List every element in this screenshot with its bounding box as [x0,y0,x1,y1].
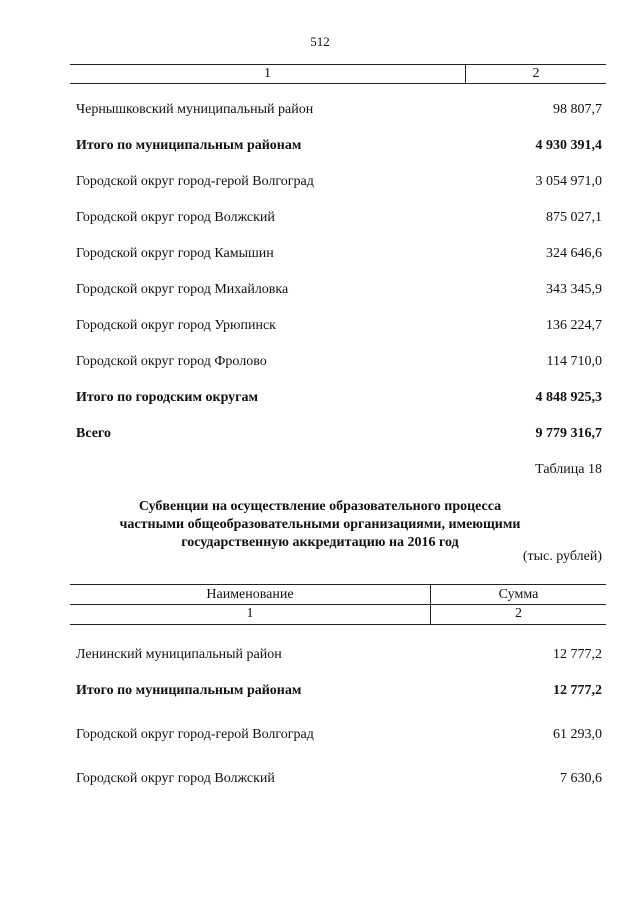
table-caption: Таблица 18 [535,462,602,477]
table-row-value: 12 777,2 [553,647,602,662]
table-row-value: 7 630,6 [560,771,602,786]
table-row-value: 136 224,7 [546,318,602,333]
table2-col2-number: 2 [515,606,522,621]
table-row-label: Городской округ город Волжский [76,771,275,786]
table2-header-bottom-border [70,624,606,625]
table-title-line-1: Субвенции на осуществление образовательного процесса [138,499,502,514]
table-row-value: 4 930 391,4 [535,138,602,153]
table1-header-bottom-border [70,83,606,84]
table-row-label: Городской округ город Волжский [76,210,275,225]
table-row-value: 61 293,0 [553,727,602,742]
table2-header-sum: Сумма [498,587,539,602]
table1-header-top-border [70,64,606,65]
table-row-value: 875 027,1 [546,210,602,225]
table-row-value: 324 646,6 [546,246,602,261]
table-row-label: Городской округ город Урюпинск [76,318,276,333]
table-row-label: Итого по муниципальным районам [76,138,302,153]
table-title-line-2: частными общеобразовательными организациями, имеющими [119,517,521,532]
table-row-value: 343 345,9 [546,282,602,297]
table-row-label: Городской округ город Фролово [76,354,267,369]
table1-col1-number: 1 [264,66,271,81]
table-title-line-3: государственную аккредитацию на 2016 год [181,535,459,550]
table-row-value: 98 807,7 [553,102,602,117]
table-row-value: 9 779 316,7 [535,426,602,441]
table-row-value: 12 777,2 [553,683,602,698]
table-row-label: Итого по городским округам [76,390,259,405]
table-row-label: Всего [76,426,111,441]
table2-header-mid-border [70,604,606,605]
table2-header-name: Наименование [206,587,294,602]
table-row-label: Итого по муниципальным районам [76,683,302,698]
table1-col2-number: 2 [532,66,540,81]
table-row-label: Городской округ город-герой Волгоград [76,727,314,742]
table-row-label: Городской округ город Михайловка [76,282,289,297]
table-row-value: 4 848 925,3 [535,390,602,405]
table2-header-top-border [70,584,606,585]
table2-col1-number: 1 [246,606,254,621]
table-row-label: Городской округ город Камышин [76,246,274,261]
units-label: (тыс. рублей) [522,549,602,564]
table-row-label: Ленинский муниципальный район [76,647,282,662]
table-row-label: Городской округ город-герой Волгоград [76,174,314,189]
table-row-label: Чернышковский муниципальный район [76,102,314,117]
table-row-value: 114 710,0 [546,354,602,369]
table-row-value: 3 054 971,0 [535,174,602,189]
page-number: 512 [310,34,330,49]
